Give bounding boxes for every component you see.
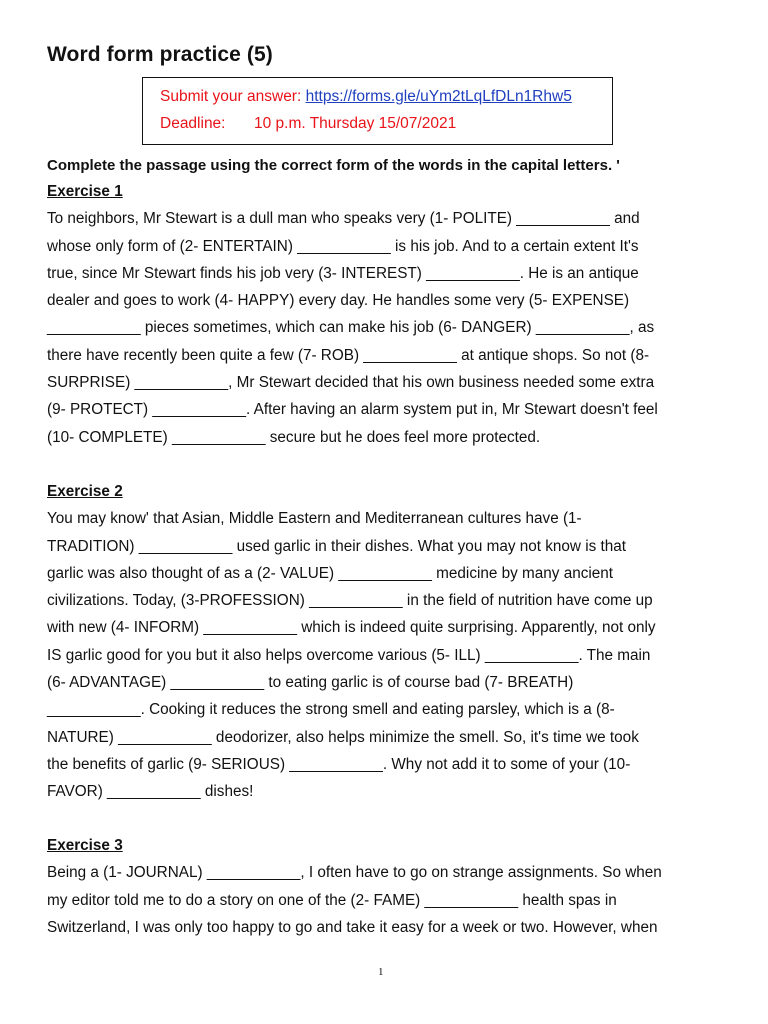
document-title: Word form practice (5) — [47, 43, 273, 66]
passage-line: TRADITION) ___________ used garlic in their dishes. What you may not know is that — [47, 537, 627, 555]
passage-line: (9- PROTECT) ___________. After having an alarm system put in, Mr Stewart doesn't feel — [47, 401, 658, 419]
passage-line: (6- ADVANTAGE) ___________ to eating garlic is of course bad (7- BREATH) — [47, 674, 574, 692]
passage-line: dealer and goes to work (4- HAPPY) every day. He handles some very (5- EXPENSE) — [47, 292, 630, 310]
passage-line: ___________ pieces sometimes, which can make his job (6- DANGER) ___________, as — [47, 319, 655, 337]
passage-line: whose only form of (2- ENTERTAIN) ___________ is his job. And to a certain extent It's — [47, 237, 639, 255]
passage-line: with new (4- INFORM) ___________ which is indeed quite surprising. Apparently, not only — [47, 619, 656, 637]
deadline-row — [160, 110, 612, 137]
passage-line: my editor told me to do a story on one of the (2- FAME) ___________ health spas in — [47, 891, 617, 909]
passage-line: IS garlic good for you but it also helps overcome various (5- ILL) ___________. The main — [47, 646, 651, 664]
passage-line: To neighbors, Mr Stewart is a dull man who speaks very (1- POLITE) ___________ and — [47, 210, 640, 228]
exercise-heading: Exercise 3 — [47, 837, 123, 854]
passage-line: the benefits of garlic (9- SERIOUS) ___________. Why not add it to some of your (10- — [47, 755, 631, 773]
exercise-1 — [47, 178, 723, 451]
instructions-text: Complete the passage using the correct form of the words in the capital letters. ' — [47, 157, 620, 174]
passage-line: Being a (1- JOURNAL) ___________, I often have to go on strange assignments. So when — [47, 864, 662, 882]
passage-line: SURPRISE) ___________, Mr Stewart decided that his own business needed some extra — [47, 374, 655, 392]
submission-link[interactable]: https://forms.gle/uYm2tLqLfDLn1Rhw5 — [305, 88, 572, 105]
submission-row — [160, 83, 612, 110]
submission-box — [142, 77, 613, 145]
submit-label: Submit your answer: — [160, 88, 302, 105]
exercise-heading: Exercise 1 — [47, 183, 123, 200]
passage-line: ___________. Cooking it reduces the strong smell and eating parsley, which is a (8- — [47, 701, 615, 719]
exercise-heading: Exercise 2 — [47, 483, 123, 500]
page-number: 1 — [378, 966, 384, 978]
passage-line: NATURE) ___________ deodorizer, also helps minimize the smell. So, it's time we took — [47, 728, 639, 746]
exercise-3 — [47, 832, 723, 941]
passage-line: Switzerland, I was only too happy to go and take it easy for a week or two. However, when — [47, 918, 658, 936]
passage-line: true, since Mr Stewart finds his job very (3- INTEREST) ___________. He is an antique — [47, 264, 639, 282]
passage-line: You may know' that Asian, Middle Eastern and Mediterranean cultures have (1- — [47, 510, 582, 528]
deadline-label: Deadline: — [160, 115, 226, 132]
passage-line: FAVOR) ___________ dishes! — [47, 783, 254, 801]
passage-line: civilizations. Today, (3-PROFESSION) ___________ in the field of nutrition have come up — [47, 592, 653, 610]
deadline-value: 10 p.m. Thursday 15/07/2021 — [254, 115, 457, 132]
passage-line: garlic was also thought of as a (2- VALUE) ___________ medicine by many ancient — [47, 564, 614, 582]
passage-line: (10- COMPLETE) ___________ secure but he does feel more protected. — [47, 428, 541, 446]
passage-line: there have recently been quite a few (7- ROB) ___________ at antique shops. So not (8- — [47, 346, 650, 364]
exercise-2 — [47, 478, 723, 806]
